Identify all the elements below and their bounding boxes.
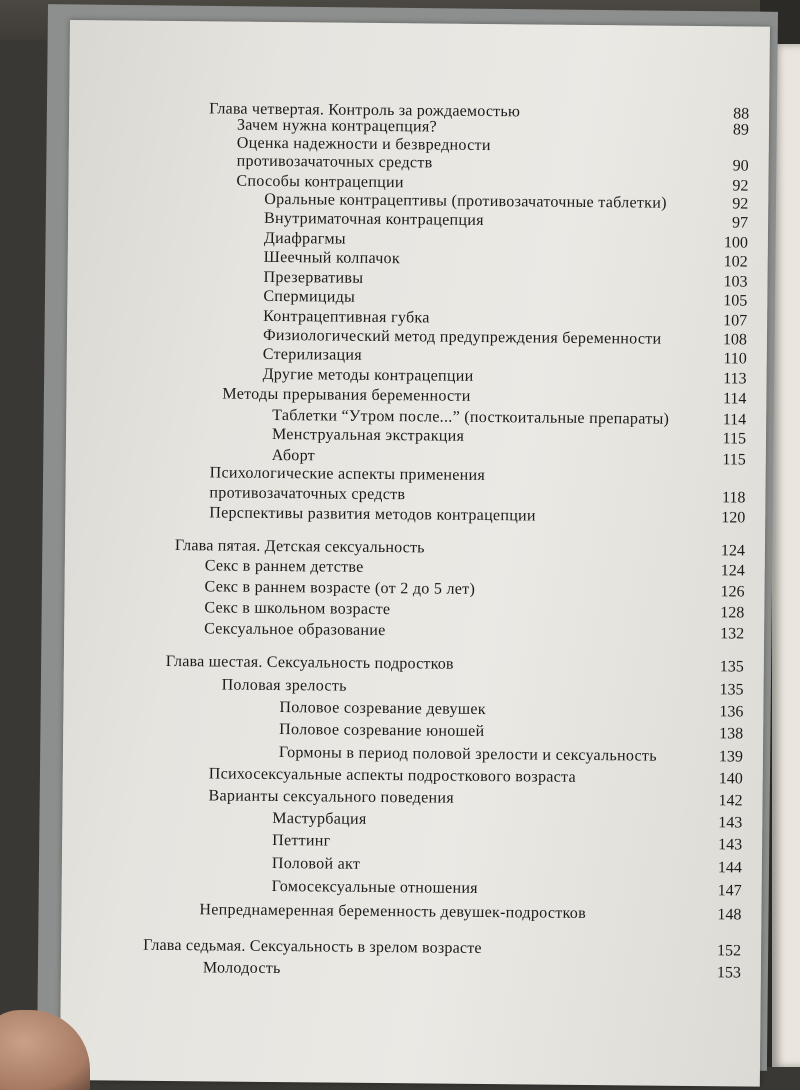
page-number: 102 (698, 252, 748, 272)
entry-title: Молодость (203, 958, 281, 979)
entry-title: Гомосексуальные отношения (272, 877, 478, 899)
entry-title: противозачаточных средств (209, 483, 405, 505)
page-number: 115 (696, 429, 746, 449)
page-number: 113 (696, 369, 746, 389)
page-number: 92 (698, 176, 748, 196)
page-number: 124 (695, 541, 745, 561)
entry-title: Глава шестая. Сексуальность подростков (166, 652, 454, 675)
entry-title: Зачем нужна контрацепция? (237, 116, 437, 138)
page-number: 136 (693, 702, 743, 722)
page-number: 108 (697, 330, 747, 350)
entry-title: Глава пятая. Детская сексуальность (175, 536, 425, 558)
entry-title: Спермициды (263, 287, 355, 308)
entry-title: Гормоны в период половой зрелости и сексуальность (279, 743, 657, 767)
page-number: 132 (694, 624, 744, 644)
page-number: 139 (693, 747, 743, 767)
toc-entry (62, 852, 762, 879)
toc-entry (62, 829, 762, 856)
toc-entry (61, 899, 761, 926)
page-number: 152 (691, 941, 741, 961)
page-number: 105 (697, 291, 747, 311)
page-number: 97 (698, 213, 748, 233)
toc-entry (63, 718, 763, 745)
book-page (60, 20, 770, 1087)
entry-title: Менструальная экстракция (272, 425, 464, 447)
entry-title: Аборт (272, 446, 315, 466)
table-of-contents (60, 20, 770, 1067)
page-number: 135 (694, 680, 744, 700)
toc-entry (61, 957, 761, 984)
entry-title: Внутриматочная контрацепция (264, 209, 484, 231)
entry-title: Непреднамеренная беременность девушек-подростков (199, 900, 586, 924)
page-number: 114 (696, 410, 746, 430)
page-number: 143 (692, 813, 742, 833)
entry-title: Половая зрелость (222, 675, 347, 696)
entry-title: Секс в школьном возрасте (204, 598, 390, 620)
entry-title: Перспективы развития методов контрацепции (209, 503, 536, 526)
page-number: 135 (694, 657, 744, 677)
entry-title: Оценка надежности и безвредности (237, 134, 491, 156)
entry-title: Половое созревание девушек (279, 698, 486, 720)
page-number: 118 (695, 488, 745, 508)
page-number: 140 (693, 769, 743, 789)
entry-title: Таблетки “Утром после...” (посткоитальные препараты) (272, 406, 669, 430)
entry-title: Физиологический метод предупреждения беременности (263, 326, 662, 350)
entry-title: противозачаточных средств (237, 152, 433, 174)
entry-title: Глава седьмая. Сексуальность в зрелом возрасте (143, 936, 482, 959)
entry-title: Способы контрацепции (236, 172, 404, 194)
page-number: 115 (696, 450, 746, 470)
page-number: 103 (697, 272, 747, 292)
page-number: 120 (695, 508, 745, 528)
entry-title: Оральные контрацептивы (противозачаточные таблетки) (264, 190, 667, 214)
page-number: 89 (699, 120, 749, 140)
page-number: 142 (692, 791, 742, 811)
page-number: 88 (699, 104, 749, 124)
entry-title: Варианты сексуального поведения (208, 786, 454, 808)
page-number: 126 (694, 582, 744, 602)
page-number: 110 (697, 349, 747, 369)
entry-title: Секс в раннем возрасте (от 2 до 5 лет) (204, 577, 475, 600)
entry-title: Половой акт (272, 854, 360, 875)
entry-title: Глава четвертая. Контроль за рождаемостью (209, 99, 520, 122)
page-number: 92 (698, 194, 748, 214)
entry-title: Петтинг (272, 831, 331, 852)
page-number: 128 (694, 603, 744, 623)
page-number: 138 (693, 724, 743, 744)
entry-title: Диафрагмы (264, 229, 346, 250)
entry-title: Шеечный колпачок (264, 248, 400, 269)
page-number: 144 (692, 858, 742, 878)
entry-title: Мастурбация (272, 809, 366, 830)
entry-title: Презервативы (263, 268, 363, 289)
entry-title: Контрацептивная губка (263, 307, 430, 329)
page-number: 107 (697, 311, 747, 331)
entry-title: Сексуальное образование (204, 619, 386, 641)
entry-title: Половое созревание юношей (279, 720, 484, 742)
page-number: 148 (691, 905, 741, 925)
page-number: 100 (698, 233, 748, 253)
page-number: 147 (692, 881, 742, 901)
page-number: 114 (696, 389, 746, 409)
page-number: 153 (691, 963, 741, 983)
page-number: 90 (699, 156, 749, 176)
page-number: 124 (695, 561, 745, 581)
entry-title: Секс в раннем детстве (205, 556, 364, 578)
facing-page-edge (772, 44, 800, 1067)
chapter-heading (64, 651, 764, 678)
entry-title: Стерилизация (263, 345, 362, 366)
page-number: 143 (692, 835, 742, 855)
toc-entry (62, 875, 762, 902)
entry-title: Другие методы контрацепции (263, 365, 474, 387)
entry-title: Психосексуальные аспекты подросткового возраста (209, 764, 576, 788)
entry-title: Методы прерывания беременности (222, 384, 470, 406)
entry-title: Психологические аспекты применения (210, 463, 486, 486)
